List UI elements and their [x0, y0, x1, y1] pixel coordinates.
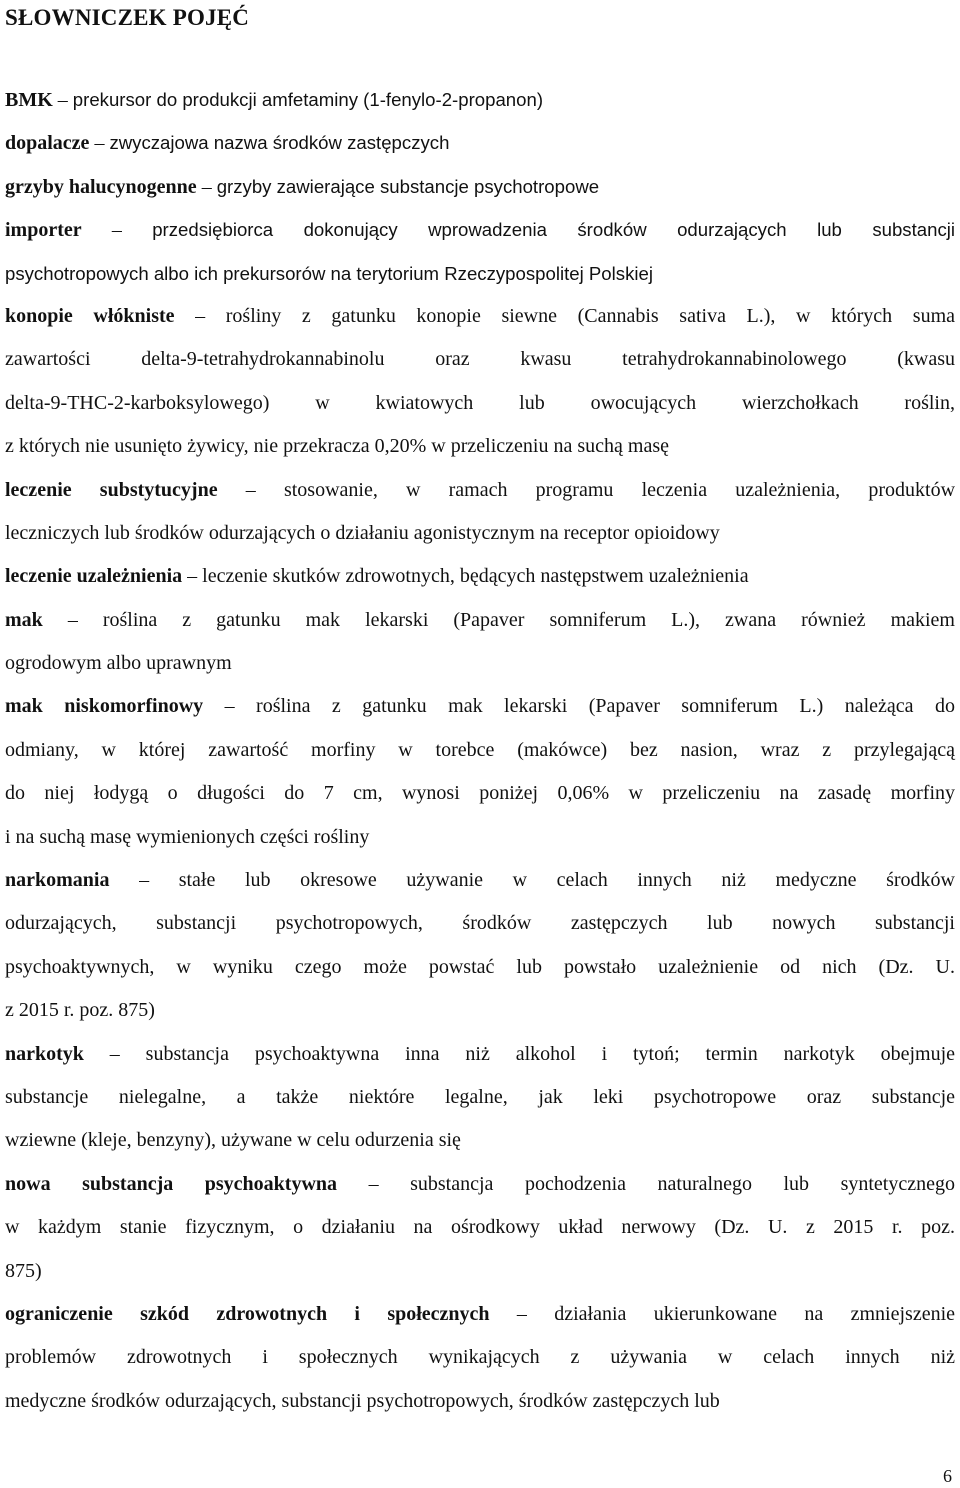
glossary-entry: [5, 295, 955, 469]
definition-text: leczenie skutków zdrowotnych, będących następstwem uzależnienia: [202, 565, 749, 588]
page-number: 6: [943, 1466, 952, 1486]
glossary-entry: [5, 469, 955, 556]
term-dash: –: [42, 608, 103, 631]
page-title: SŁOWNICZEK POJĘĆ: [5, 5, 250, 30]
definition-text: substancja psychoaktywna inna niż alkohol i tytoń; termin narkotyk obejmuje: [145, 1042, 956, 1065]
entry-line: [5, 772, 955, 815]
glossary-entry: [5, 1033, 955, 1163]
definition-text: prekursor do produkcji amfetaminy (1-fenylo-2-propanon): [72, 89, 544, 110]
glossary-term: mak: [5, 608, 43, 631]
entry-line: [5, 382, 955, 425]
entry-line: [5, 1033, 955, 1076]
glossary-entry: [5, 685, 955, 859]
entry-line: [5, 859, 955, 902]
entry-line: [5, 1293, 955, 1336]
definition-text: stosowanie, w ramach programu leczenia uzależnienia, produktów: [283, 478, 956, 501]
glossary-term: leczenie uzależnienia: [5, 565, 183, 588]
entry-line: [5, 425, 955, 468]
definition-text: odurzających, substancji psychotropowych, środków zastępczych lub nowych substancji: [5, 912, 955, 935]
glossary-term: BMK: [5, 89, 53, 111]
definition-text: do niej łodygą o długości do 7 cm, wynosi poniżej 0,06% w przeliczeniu na zasadę morfiny: [5, 782, 955, 805]
definition-text: psychoaktywnych, w wyniku czego może powstać lub powstało uzależnienie od nich (Dz. U.: [5, 955, 955, 978]
glossary-entry: [5, 859, 955, 1033]
entry-line: [5, 555, 955, 598]
definition-text: leczniczych lub środków odurzających o działaniu agonistycznym na receptor opioidowy: [5, 521, 720, 544]
definition-text: roślina z gatunku mak lekarski (Papaver somniferum L.), zwana również makiem: [102, 608, 955, 631]
definition-text: psychotropowych albo ich prekursorów na terytorium Rzeczypospolitej Polskiej: [5, 262, 653, 284]
entry-line: [5, 1336, 955, 1379]
glossary-entry: [5, 599, 955, 686]
definition-text: odmiany, w której zawartość morfiny w torebce (makówce) bez nasion, wraz z przylegającą: [5, 738, 955, 761]
entry-line: [5, 946, 955, 989]
definition-text: wziewne (kleje, benzyny), używane w celu odurzenia się: [5, 1129, 461, 1152]
glossary-term: konopie włókniste: [5, 304, 175, 327]
definition-text: zwyczajowa nazwa środków zastępczych: [109, 132, 450, 154]
definition-text: roślina z gatunku mak lekarski (Papaver somniferum L.) należąca do: [256, 695, 955, 718]
term-dash: –: [337, 1172, 411, 1195]
term-dash: –: [182, 565, 203, 588]
entry-line: [5, 1206, 955, 1249]
entry-line: [5, 78, 955, 121]
entry-line: [5, 1163, 955, 1206]
glossary-term: dopalacze: [5, 132, 90, 155]
entry-line: [5, 989, 955, 1032]
definition-text: stałe lub okresowe używanie w celach innych niż medyczne środków: [178, 869, 956, 892]
entry-line: [5, 816, 955, 859]
term-dash: –: [52, 89, 73, 111]
definition-text: 875): [5, 1259, 42, 1282]
glossary-entry: [5, 208, 955, 295]
glossary-list: [5, 78, 955, 1423]
definition-text: przedsiębiorca dokonujący wprowadzenia środków odurzających lub substancji: [152, 219, 956, 241]
glossary-entry: [5, 165, 955, 208]
entry-line: [5, 1119, 955, 1162]
definition-text: z 2015 r. poz. 875): [5, 999, 155, 1022]
term-dash: –: [196, 175, 217, 198]
glossary-term: narkotyk: [5, 1042, 84, 1065]
glossary-term: mak niskomorfinowy: [5, 695, 204, 718]
glossary-entry: [5, 555, 955, 598]
definition-text: rośliny z gatunku konopie siewne (Cannabis sativa L.), w których suma: [225, 304, 955, 327]
term-dash: –: [489, 1302, 555, 1325]
definition-text: ogrodowym albo uprawnym: [5, 652, 232, 675]
definition-text: w każdym stanie fizycznym, o działaniu na ośrodkowy układ nerwowy (Dz. U. z 2015 r. poz.: [5, 1216, 955, 1239]
glossary-term: narkomania: [5, 869, 110, 892]
definition-text: medyczne środków odurzających, substancji psychotropowych, środków zastępczych lub: [5, 1389, 720, 1412]
definition-text: działania ukierunkowane na zmniejszenie: [554, 1302, 956, 1325]
entry-line: [5, 338, 955, 381]
definition-text: substancja pochodzenia naturalnego lub syntetycznego: [410, 1172, 955, 1195]
term-dash: –: [109, 869, 179, 892]
definition-text: delta-9-THC-2-karboksylowego) w kwiatowych lub owocujących wierzchołkach roślin,: [5, 391, 955, 414]
entry-line: [5, 902, 955, 945]
glossary-term: nowa substancja psychoaktywna: [5, 1172, 338, 1195]
entry-line: [5, 208, 955, 251]
definition-text: i na suchą masę wymienionych części rośliny: [5, 825, 370, 848]
entry-line: [5, 685, 955, 728]
glossary-entry: [5, 1163, 955, 1293]
entry-line: [5, 252, 955, 295]
entry-line: [5, 1380, 955, 1423]
term-dash: –: [83, 1042, 146, 1065]
glossary-term: ograniczenie szkód zdrowotnych i społecznych: [5, 1302, 490, 1325]
glossary-term: importer: [5, 219, 82, 242]
term-dash: –: [174, 304, 226, 327]
glossary-term: leczenie substytucyjne: [5, 478, 218, 501]
glossary-term: grzyby halucynogenne: [5, 175, 197, 198]
term-dash: –: [217, 478, 284, 501]
term-dash: –: [203, 695, 257, 718]
entry-line: [5, 1076, 955, 1119]
entry-line: [5, 165, 955, 208]
entry-line: [5, 121, 955, 164]
definition-text: z których nie usunięto żywicy, nie przekracza 0,20% w przeliczeniu na suchą masę: [5, 435, 669, 458]
entry-line: [5, 642, 955, 685]
entry-line: [5, 512, 955, 555]
entry-line: [5, 729, 955, 772]
term-dash: –: [89, 132, 110, 155]
glossary-entry: [5, 121, 955, 164]
entry-line: [5, 469, 955, 512]
term-dash: –: [81, 219, 153, 242]
definition-text: problemów zdrowotnych i społecznych wynikających z używania w celach innych niż: [5, 1346, 955, 1369]
definition-text: zawartości delta-9-tetrahydrokannabinolu oraz kwasu tetrahydrokannabinolowego (kwasu: [5, 348, 955, 371]
entry-line: [5, 1250, 955, 1293]
entry-line: [5, 599, 955, 642]
glossary-entry: [5, 1293, 955, 1423]
definition-text: grzyby zawierające substancje psychotropowe: [216, 175, 600, 197]
definition-text: substancje nielegalne, a także niektóre legalne, jak leki psychotropowe oraz substancje: [5, 1085, 955, 1108]
entry-line: [5, 295, 955, 338]
glossary-entry: [5, 78, 955, 121]
